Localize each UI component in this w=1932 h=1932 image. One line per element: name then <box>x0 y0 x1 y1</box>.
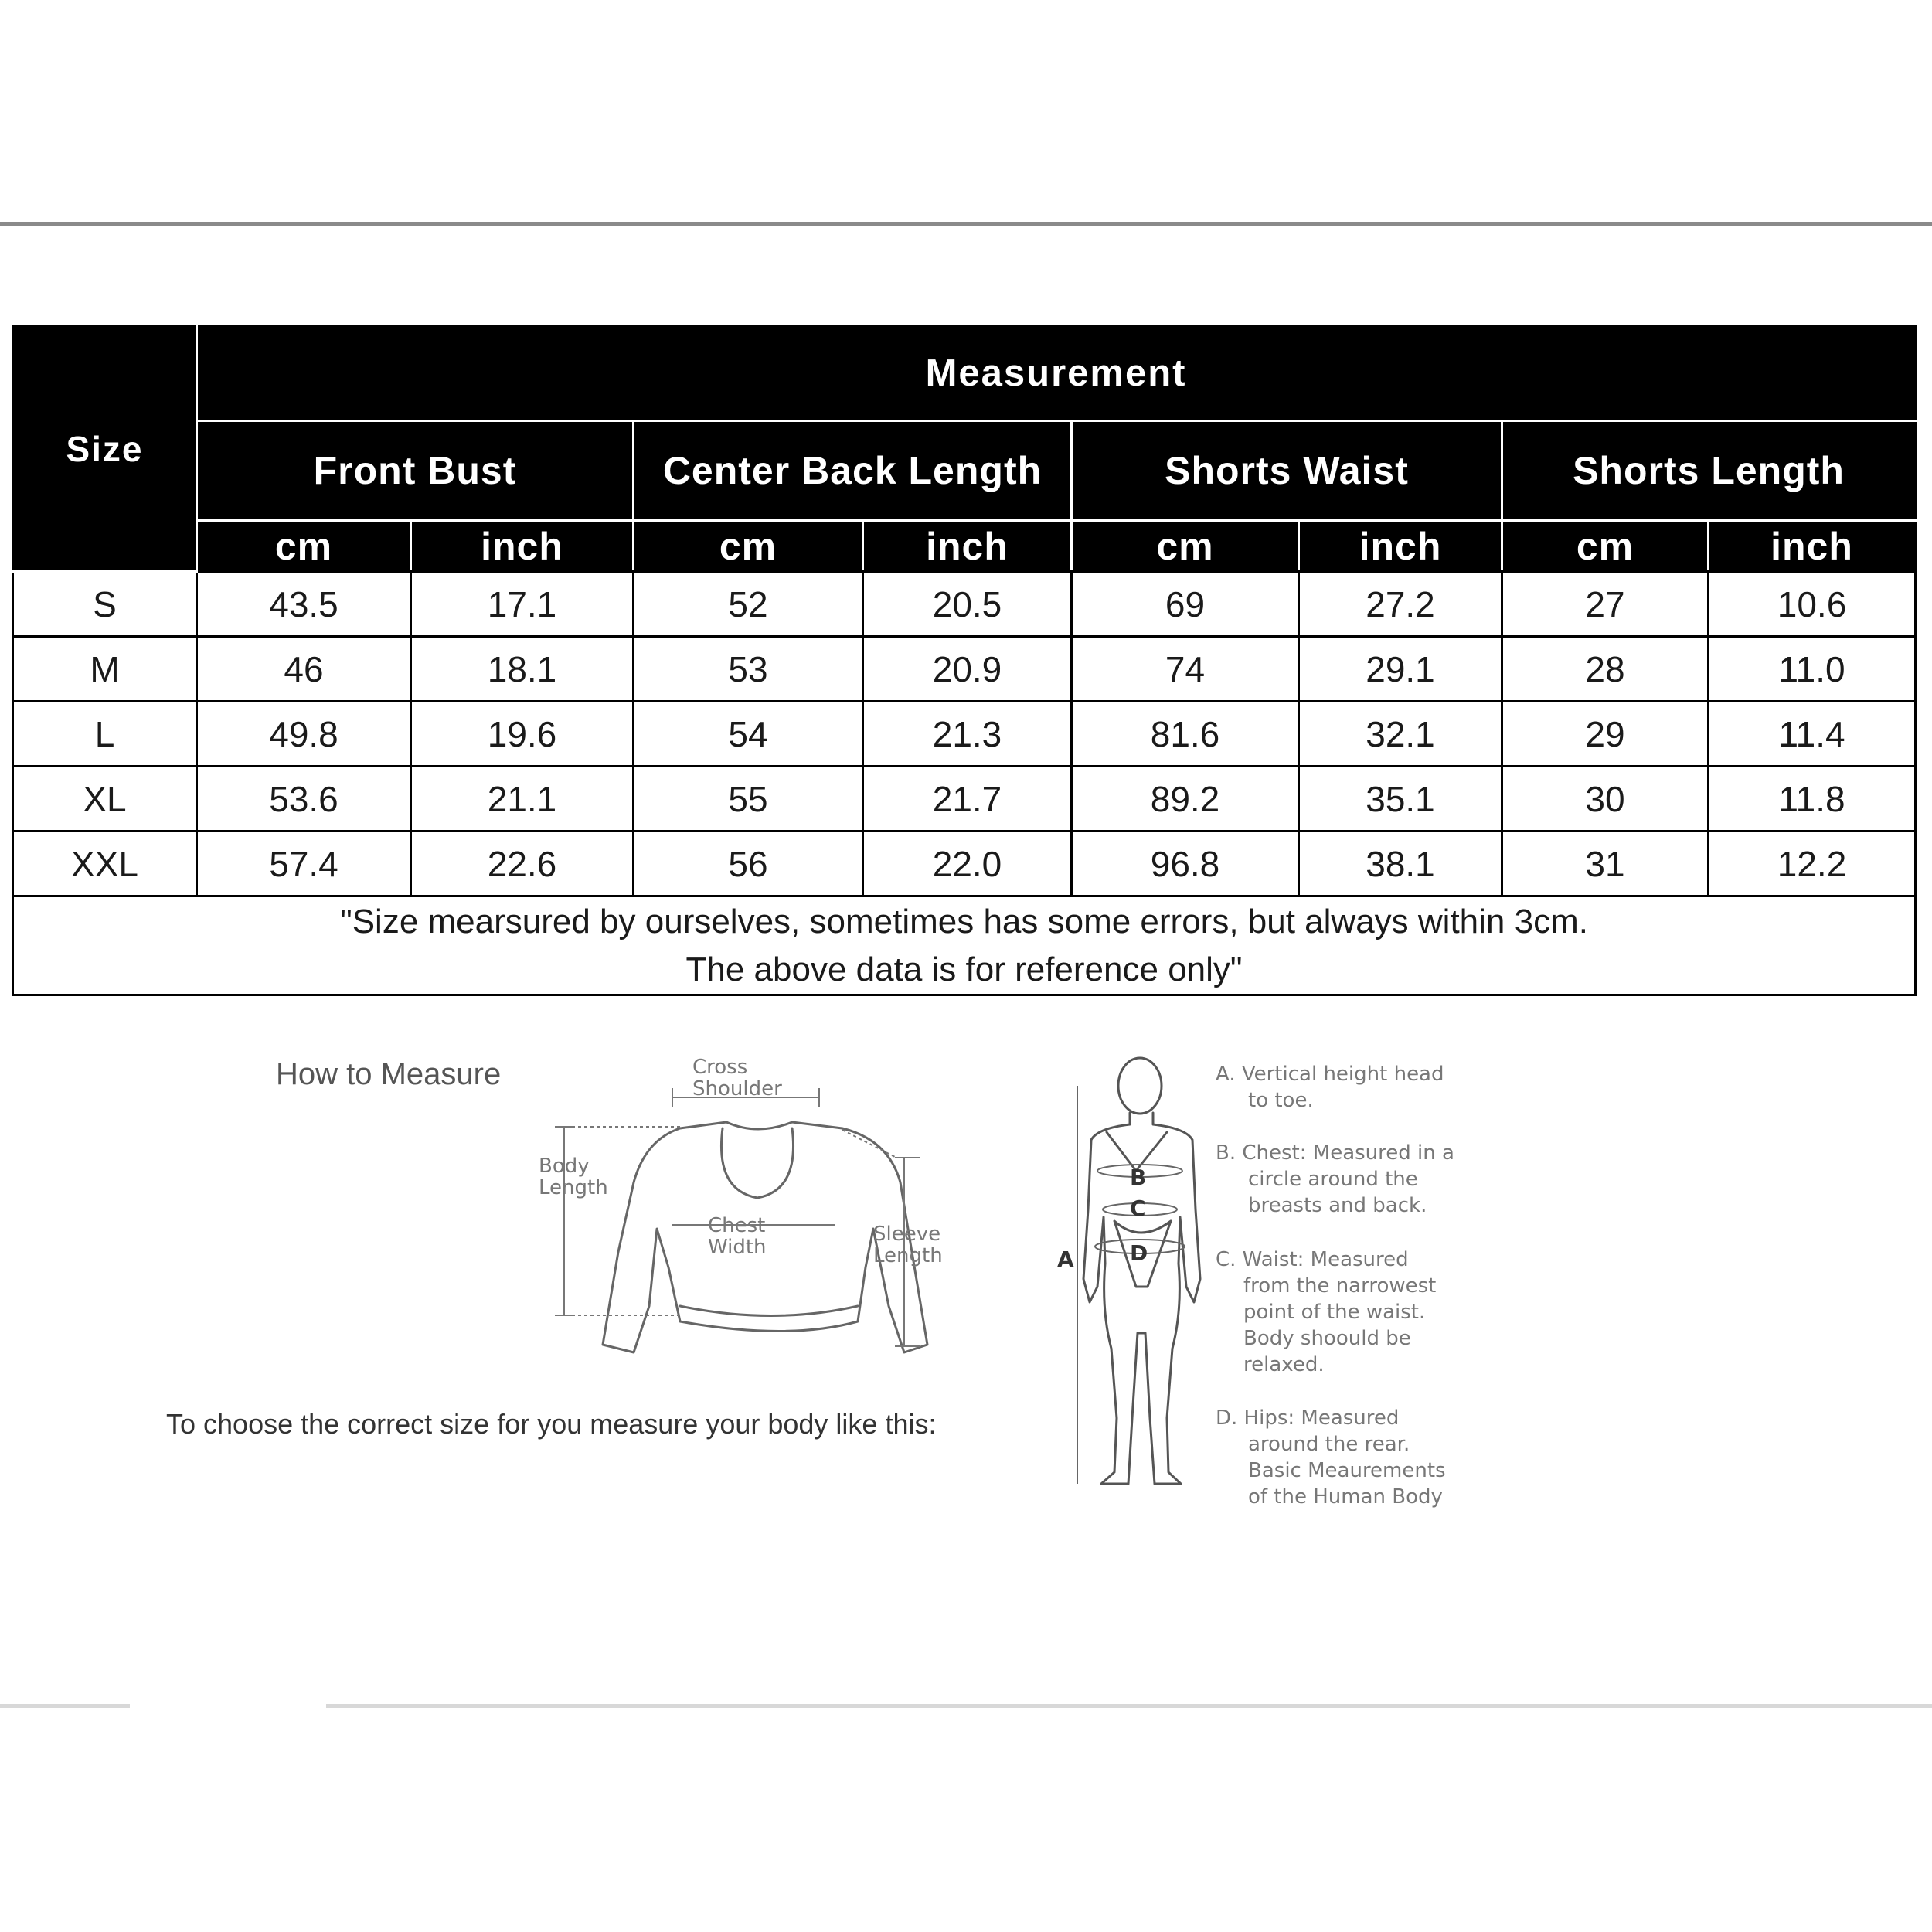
measurement-header: Measurement <box>197 326 1916 421</box>
legend-item-d <box>1216 1405 1525 1510</box>
label-line: Length <box>539 1176 608 1199</box>
bottom-divider <box>326 1704 1932 1708</box>
top-divider <box>0 222 1932 226</box>
value-cell: 52 <box>634 572 863 637</box>
value-cell: 31 <box>1502 832 1709 896</box>
body-letter-d: D <box>1130 1240 1148 1266</box>
value-cell: 57.4 <box>197 832 411 896</box>
unit-header-inch: inch <box>863 521 1072 572</box>
unit-header-inch: inch <box>1299 521 1502 572</box>
legend-item-c <box>1216 1247 1525 1378</box>
sweater-waistband <box>680 1306 858 1316</box>
size-cell: XL <box>13 767 197 832</box>
value-cell: 11.0 <box>1709 637 1916 702</box>
body-letter-a: A <box>1057 1247 1074 1272</box>
value-cell: 22.0 <box>863 832 1072 896</box>
size-chart-table <box>12 325 1917 996</box>
legend-line: breasts and back. <box>1248 1194 1427 1217</box>
unit-header-inch: inch <box>1709 521 1916 572</box>
value-cell: 19.6 <box>411 702 634 767</box>
group-header-center-back-length: Center Back Length <box>634 421 1072 521</box>
value-cell: 11.4 <box>1709 702 1916 767</box>
value-cell: 20.9 <box>863 637 1072 702</box>
value-cell: 22.6 <box>411 832 634 896</box>
body-letter-b: B <box>1130 1165 1147 1190</box>
value-cell: 81.6 <box>1072 702 1299 767</box>
group-header-front-bust: Front Bust <box>197 421 634 521</box>
table-row <box>13 702 1916 767</box>
note-line: The above data is for reference only" <box>685 950 1243 988</box>
value-cell: 10.6 <box>1709 572 1916 637</box>
table-row <box>13 832 1916 896</box>
legend-item-a <box>1216 1061 1525 1114</box>
value-cell: 17.1 <box>411 572 634 637</box>
sleeve-length-label <box>873 1223 943 1267</box>
legend-line: to toe. <box>1248 1089 1314 1112</box>
legend-line: B. Chest: Measured in a <box>1216 1141 1454 1165</box>
value-cell: 18.1 <box>411 637 634 702</box>
legend-line: circle around the <box>1248 1168 1418 1191</box>
unit-header-cm: cm <box>634 521 863 572</box>
how-to-measure-title: How to Measure <box>276 1057 502 1091</box>
label-line: Width <box>708 1236 767 1259</box>
value-cell: 35.1 <box>1299 767 1502 832</box>
legend-line: of the Human Body <box>1248 1485 1443 1509</box>
value-cell: 38.1 <box>1299 832 1502 896</box>
sweater-collar <box>721 1128 793 1198</box>
body-figure-diagram <box>1074 1055 1213 1495</box>
value-cell: 20.5 <box>863 572 1072 637</box>
unit-header-cm: cm <box>197 521 411 572</box>
value-cell: 11.8 <box>1709 767 1916 832</box>
legend-line: around the rear. <box>1248 1433 1410 1456</box>
value-cell: 30 <box>1502 767 1709 832</box>
legend-line: point of the waist. <box>1243 1301 1426 1324</box>
label-line: Body <box>539 1155 590 1178</box>
value-cell: 54 <box>634 702 863 767</box>
value-cell: 28 <box>1502 637 1709 702</box>
value-cell: 53 <box>634 637 863 702</box>
note-line: "Size mearsured by ourselves, sometimes has some errors, but always within 3cm. <box>340 902 1588 940</box>
unit-header-inch: inch <box>411 521 634 572</box>
legend-item-b <box>1216 1140 1525 1219</box>
value-cell: 55 <box>634 767 863 832</box>
body-letter-c: C <box>1130 1196 1146 1221</box>
value-cell: 12.2 <box>1709 832 1916 896</box>
size-cell: M <box>13 637 197 702</box>
value-cell: 21.3 <box>863 702 1072 767</box>
table-row <box>13 767 1916 832</box>
value-cell: 21.7 <box>863 767 1072 832</box>
label-line: Cross <box>692 1056 748 1079</box>
table-row <box>13 572 1916 637</box>
bottom-divider <box>0 1704 130 1708</box>
value-cell: 27.2 <box>1299 572 1502 637</box>
group-header-shorts-waist: Shorts Waist <box>1072 421 1502 521</box>
chest-width-label <box>708 1215 767 1258</box>
value-cell: 29.1 <box>1299 637 1502 702</box>
value-cell: 69 <box>1072 572 1299 637</box>
legend-line: D. Hips: Measured <box>1216 1406 1400 1430</box>
size-cell: L <box>13 702 197 767</box>
legend-line: relaxed. <box>1243 1353 1325 1376</box>
size-cell: S <box>13 572 197 637</box>
choose-size-instruction: To choose the correct size for you measure your body like this: <box>166 1408 937 1440</box>
value-cell: 27 <box>1502 572 1709 637</box>
unit-header-cm: cm <box>1502 521 1709 572</box>
cross-shoulder-label <box>692 1056 782 1100</box>
value-cell: 56 <box>634 832 863 896</box>
figure-head <box>1118 1058 1162 1114</box>
unit-header-cm: cm <box>1072 521 1299 572</box>
label-line: Sleeve <box>873 1223 941 1246</box>
legend-line: from the narrowest <box>1243 1274 1437 1298</box>
group-header-shorts-length: Shorts Length <box>1502 421 1916 521</box>
legend-line: Basic Meaurements <box>1248 1459 1446 1482</box>
measurement-note <box>13 896 1916 995</box>
label-line: Chest <box>708 1214 766 1237</box>
label-line: Shoulder <box>692 1077 782 1100</box>
value-cell: 96.8 <box>1072 832 1299 896</box>
value-cell: 49.8 <box>197 702 411 767</box>
size-header: Size <box>13 326 197 572</box>
value-cell: 89.2 <box>1072 767 1299 832</box>
label-line: Length <box>873 1244 943 1267</box>
value-cell: 74 <box>1072 637 1299 702</box>
size-cell: XXL <box>13 832 197 896</box>
value-cell: 29 <box>1502 702 1709 767</box>
value-cell: 43.5 <box>197 572 411 637</box>
legend-line: A. Vertical height head <box>1216 1063 1444 1086</box>
legend-line: Body shoould be <box>1243 1327 1411 1350</box>
value-cell: 21.1 <box>411 767 634 832</box>
value-cell: 32.1 <box>1299 702 1502 767</box>
value-cell: 46 <box>197 637 411 702</box>
value-cell: 53.6 <box>197 767 411 832</box>
body-length-label <box>539 1155 608 1199</box>
legend-line: C. Waist: Measured <box>1216 1248 1409 1271</box>
table-row <box>13 637 1916 702</box>
